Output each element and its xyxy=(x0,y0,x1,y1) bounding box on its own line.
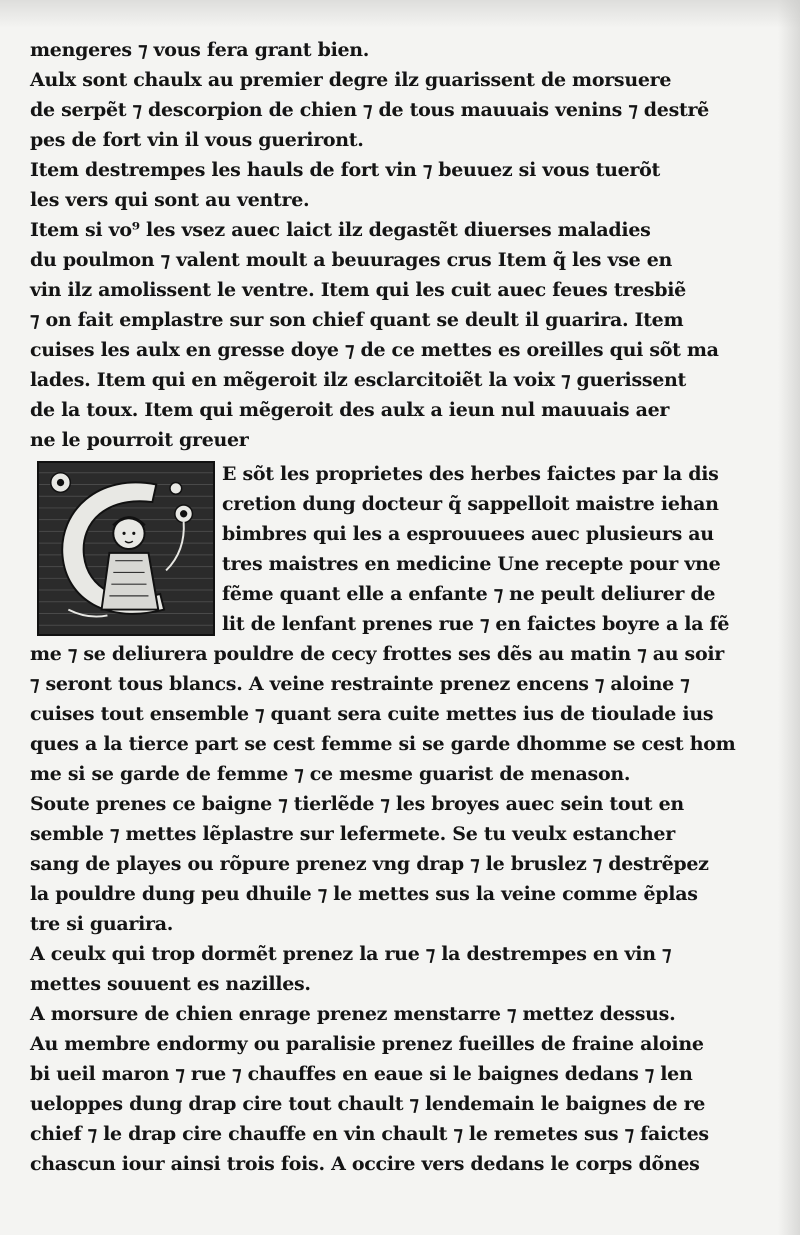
text-line: lades. Item qui en mẽgeroit ilz esclarcitoiẽt la voix ⁊ guerissent xyxy=(30,369,687,391)
text-line: lit de lenfant prenes rue ⁊ en faictes boyre a la fẽ xyxy=(222,613,730,635)
text-line: me si se garde de femme ⁊ ce mesme guarist de menason. xyxy=(30,763,631,785)
text-line: du poulmon ⁊ valent moult a beuurages crus Item q̃ les vse en xyxy=(30,249,673,271)
text-line: Item destrempes les hauls de fort vin ⁊ beuuez si vous tuerõt xyxy=(30,159,660,181)
text-line: les vers qui sont au ventre. xyxy=(30,189,310,211)
text-line: la pouldre dung peu dhuile ⁊ le mettes sus la veine comme ẽplas xyxy=(30,883,698,905)
text-line: tres maistres en medicine Une recepte pour vne xyxy=(222,553,721,575)
text-line: mengeres ⁊ vous fera grant bien. xyxy=(30,39,370,61)
text-line: bi ueil maron ⁊ rue ⁊ chauffes en eaue si le baignes dedans ⁊ len xyxy=(30,1063,693,1085)
text-line: ques a la tierce part se cest femme si se garde dhomme se cest hom xyxy=(30,733,736,755)
text-line: ⁊ seront tous blancs. A veine restrainte prenez encens ⁊ aloine ⁊ xyxy=(30,673,690,695)
text-line: sang de playes ou rõpure prenez vng drap ⁊ le bruslez ⁊ destrẽpez xyxy=(30,853,709,875)
text-line: mettes souuent es nazilles. xyxy=(30,973,311,995)
text-line: cuises les aulx en gresse doye ⁊ de ce mettes es oreilles qui sõt ma xyxy=(30,339,719,361)
text-line: A ceulx qui trop dormẽt prenez la rue ⁊ la destrempes en vin ⁊ xyxy=(30,943,672,965)
text-line: semble ⁊ mettes lẽplastre sur lefermete. Se tu veulx estancher xyxy=(30,823,675,845)
text-line: ueloppes dung drap cire tout chault ⁊ lendemain le baignes de re xyxy=(30,1093,706,1115)
text-line: me ⁊ se deliurera pouldre de cecy frottes ses dẽs au matin ⁊ au soir xyxy=(30,643,724,665)
text-line: Au membre endormy ou paralisie prenez fueilles de fraine aloine xyxy=(30,1033,704,1055)
text-line: E sõt les proprietes des herbes faictes par la dis xyxy=(222,463,719,485)
text-line: Aulx sont chaulx au premier degre ilz guarissent de morsuere xyxy=(30,69,672,91)
text-line: de serpẽt ⁊ descorpion de chien ⁊ de tous mauuais venins ⁊ destrẽ xyxy=(30,99,709,121)
page-edge-shadow xyxy=(778,0,800,1235)
text-line: de la toux. Item qui mẽgeroit des aulx a ieun nul mauuais aer xyxy=(30,399,670,421)
text-line: fẽme quant elle a enfante ⁊ ne peult deliurer de xyxy=(222,583,716,605)
text-line: Soute prenes ce baigne ⁊ tierlẽde ⁊ les broyes auec sein tout en xyxy=(30,793,684,815)
text-line: bimbres qui les a esprouuees auec plusieurs au xyxy=(222,523,714,545)
text-line: A morsure de chien enrage prenez menstarre ⁊ mettez dessus. xyxy=(30,1003,676,1025)
text-line: ⁊ on fait emplastre sur son chief quant se deult il guarira. Item xyxy=(30,309,684,331)
text-line: pes de fort vin il vous gueriront. xyxy=(30,129,364,151)
page-top-shadow xyxy=(0,0,800,28)
text-line: chief ⁊ le drap cire chauffe en vin chault ⁊ le remetes sus ⁊ faictes xyxy=(30,1123,709,1145)
text-line: tre si guarira. xyxy=(30,913,174,935)
text-line: cuises tout ensemble ⁊ quant sera cuite mettes ius de tioulade ius xyxy=(30,703,714,725)
text-line: chascun iour ainsi trois fois. A occire vers dedans le corps dõnes xyxy=(30,1153,700,1175)
woodcut-initial-c-icon xyxy=(37,461,215,636)
text-line: vin ilz amolissent le ventre. Item qui les cuit auec feues tresbiẽ xyxy=(30,279,686,301)
text-line: ne le pourroit greuer xyxy=(30,429,249,451)
text-line: Item si vo⁹ les vsez auec laict ilz degastẽt diuerses maladies xyxy=(30,219,651,241)
text-line: cretion dung docteur q̃ sappelloit maistre iehan xyxy=(222,493,719,515)
